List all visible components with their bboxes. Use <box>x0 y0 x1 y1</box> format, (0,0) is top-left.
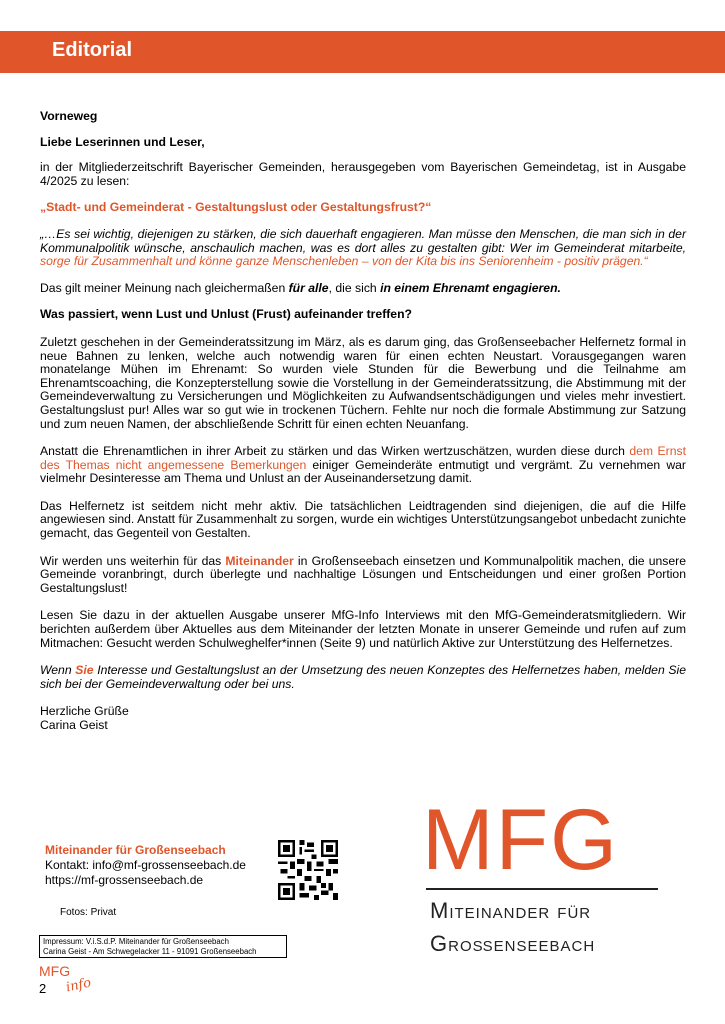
impressum-line-2: Carina Geist - Am Schwegelacker 11 - 91091 Großenseebach <box>43 946 257 956</box>
mfg-logo <box>420 792 690 965</box>
info-script-logo: info <box>64 975 93 996</box>
impressum-box <box>39 935 287 958</box>
salutation: Liebe Leserinnen und Leser, <box>40 134 205 149</box>
question-heading: Was passiert, wenn Lust und Unlust (Frust) aufeinander treffen? <box>40 307 412 322</box>
qr-code-icon <box>278 840 338 900</box>
quote-text: „…Es sei wichtig, diejenigen zu stärken, die sich dauerhaft engagieren. Man müsse den Menschen, die man sich in der Kommunalpolitik wünsche, anschaulich machen, was es dort alles zu gestalten gibt: Wer im Gemeinderat mitarbeite, <box>40 226 686 255</box>
logo-acronym: MFG <box>422 792 620 888</box>
paragraph-6 <box>40 664 686 691</box>
opinion-emphasis-1: für alle <box>288 280 329 295</box>
paragraph-2-highlight: dem Ernst des Themas nicht angemessene Bemerkungen <box>40 444 686 472</box>
paragraph-6-highlight: Sie <box>75 663 94 678</box>
quote-text-highlight: sorge für Zusammenhalt und könne ganze Menschenleben – von der Kita bis ins Seniorenheim - positiv prägen.“ <box>40 254 648 269</box>
opinion-text-2: , die sich <box>328 280 381 295</box>
paragraph-2-text-end: einiger Gemeinderäte entmutigt und vergrämt. Zu vernehmen war vielmehr Desinteresse am Thema und Unlust an der Auseinandersetzung damit. <box>40 457 686 486</box>
page-number: 2 <box>39 981 47 996</box>
quote-paragraph <box>40 228 686 269</box>
paragraph-2 <box>40 445 686 486</box>
contact-email[interactable]: Kontakt: info@mf-grossenseebach.de <box>45 858 246 872</box>
paragraph-5: Lesen Sie dazu in der aktuellen Ausgabe unserer MfG-Info Interviews mit den MfG-Gemeinderatsmitgliedern. Wir berichten außerdem über Aktuelles aus dem Miteinander der letzten Monate in unserer Gemeinde und rufen auf zum Mitmachen: Gesucht werden Schulweghelfer*innen (Seite 9) und natürlich Aktive zur Unterstützung des Helfernetzes. <box>40 608 686 650</box>
photo-credit: Fotos: Privat <box>60 907 117 918</box>
paragraph-1: Zuletzt geschehen in der Gemeinderatssitzung im März, als es darum ging, das Großenseebacher Helfernetz formal in neue Bahnen zu lenken, welche auch notwendig waren für einen echten Neustart. Vorausgegangen waren monatelange Mühen im Ehrenamt: So wurden viele Stunden für die Bewerbung und die Teilnahme am Ehrenamtscoaching, die Konzepterstellung sowie die Vorstellung in der Gemeinderatssitzung, die Abstimmung mit der Gemeindeverwaltung zu Versicherungen und Möglichkeiten zu Aufwandsentschädigungen und vieles mehr investiert. Gestaltungslust pur! Alles war so gut wie in trockenen Tüchern. Fehlte nur noch die formale Abstimmung zur Satzung und zum neuen Namen, der abschließende Schritt für einen echten Neuanfang. <box>40 334 686 431</box>
opinion-emphasis-2: in einem Ehrenamt engagieren. <box>380 280 561 295</box>
intro-paragraph: in der Mitgliederzeitschrift Bayerischer Gemeinden, herausgegeben vom Bayerischen Gemeindetag, ist in Ausgabe 4/2025 zu lesen: <box>40 160 686 188</box>
article-body <box>40 110 686 733</box>
header-bar <box>0 31 725 73</box>
paragraph-6-text-end: Interesse und Gestaltungslust an der Umsetzung des neuen Konzeptes des Helfernetzes haben, melden Sie sich bei der Gemeindeverwaltung oder bei uns. <box>40 663 686 691</box>
paragraph-4-text-end: in Großenseebach einsetzen und Kommunalpolitik machen, die unsere Gemeinde voranbringt, durch überlegte und nachhaltige Lösungen und Entscheidungen und einer großen Portion Gestaltungslust! <box>40 553 686 595</box>
impressum-line-1: Impressum: V.i.S.d.P. Miteinander für Großenseebach <box>43 937 229 946</box>
section-title: Editorial <box>52 39 133 61</box>
author-name: Carina Geist <box>40 718 108 732</box>
opinion-text: Das gilt meiner Meinung nach gleichermaßen <box>40 280 289 295</box>
logo-line-2: Großenseebach <box>430 931 596 956</box>
article-heading: Vorneweg <box>40 109 98 123</box>
website-link[interactable]: https://mf-grossenseebach.de <box>45 873 204 887</box>
contact-block <box>45 843 246 888</box>
quote-title: „Stadt- und Gemeinderat - Gestaltungslust oder Gestaltungsfrust?“ <box>40 200 432 215</box>
mfg-small-logo: MFG <box>39 963 71 979</box>
paragraph-4 <box>40 555 686 596</box>
logo-divider <box>426 888 658 890</box>
paragraph-6-text: Wenn <box>40 663 76 678</box>
paragraph-3: Das Helfernetz ist seitdem nicht mehr aktiv. Die tatsächlichen Leidtragenden sind diejenigen, die auf die Hilfe angewiesen sind. Anstatt für Zusammenhalt zu sorgen, wurde ein wichtiges Unterstützungsangebot unbedacht zunichte gemacht, das Gegenteil von Gestalten. <box>40 498 686 541</box>
paragraph-2-text: Anstatt die Ehrenamtlichen in ihrer Arbeit zu stärken und das Wirken wertzuschätzen, wurden diese durch <box>40 444 630 459</box>
logo-line-1: Miteinander für <box>430 898 592 923</box>
opinion-paragraph <box>40 282 686 296</box>
org-name: Miteinander für Großenseebach <box>45 843 226 857</box>
paragraph-4-text: Wir werden uns weiterhin für das <box>40 553 226 568</box>
paragraph-4-highlight: Miteinander <box>225 553 294 568</box>
closing-greeting: Herzliche Grüße <box>40 704 129 719</box>
